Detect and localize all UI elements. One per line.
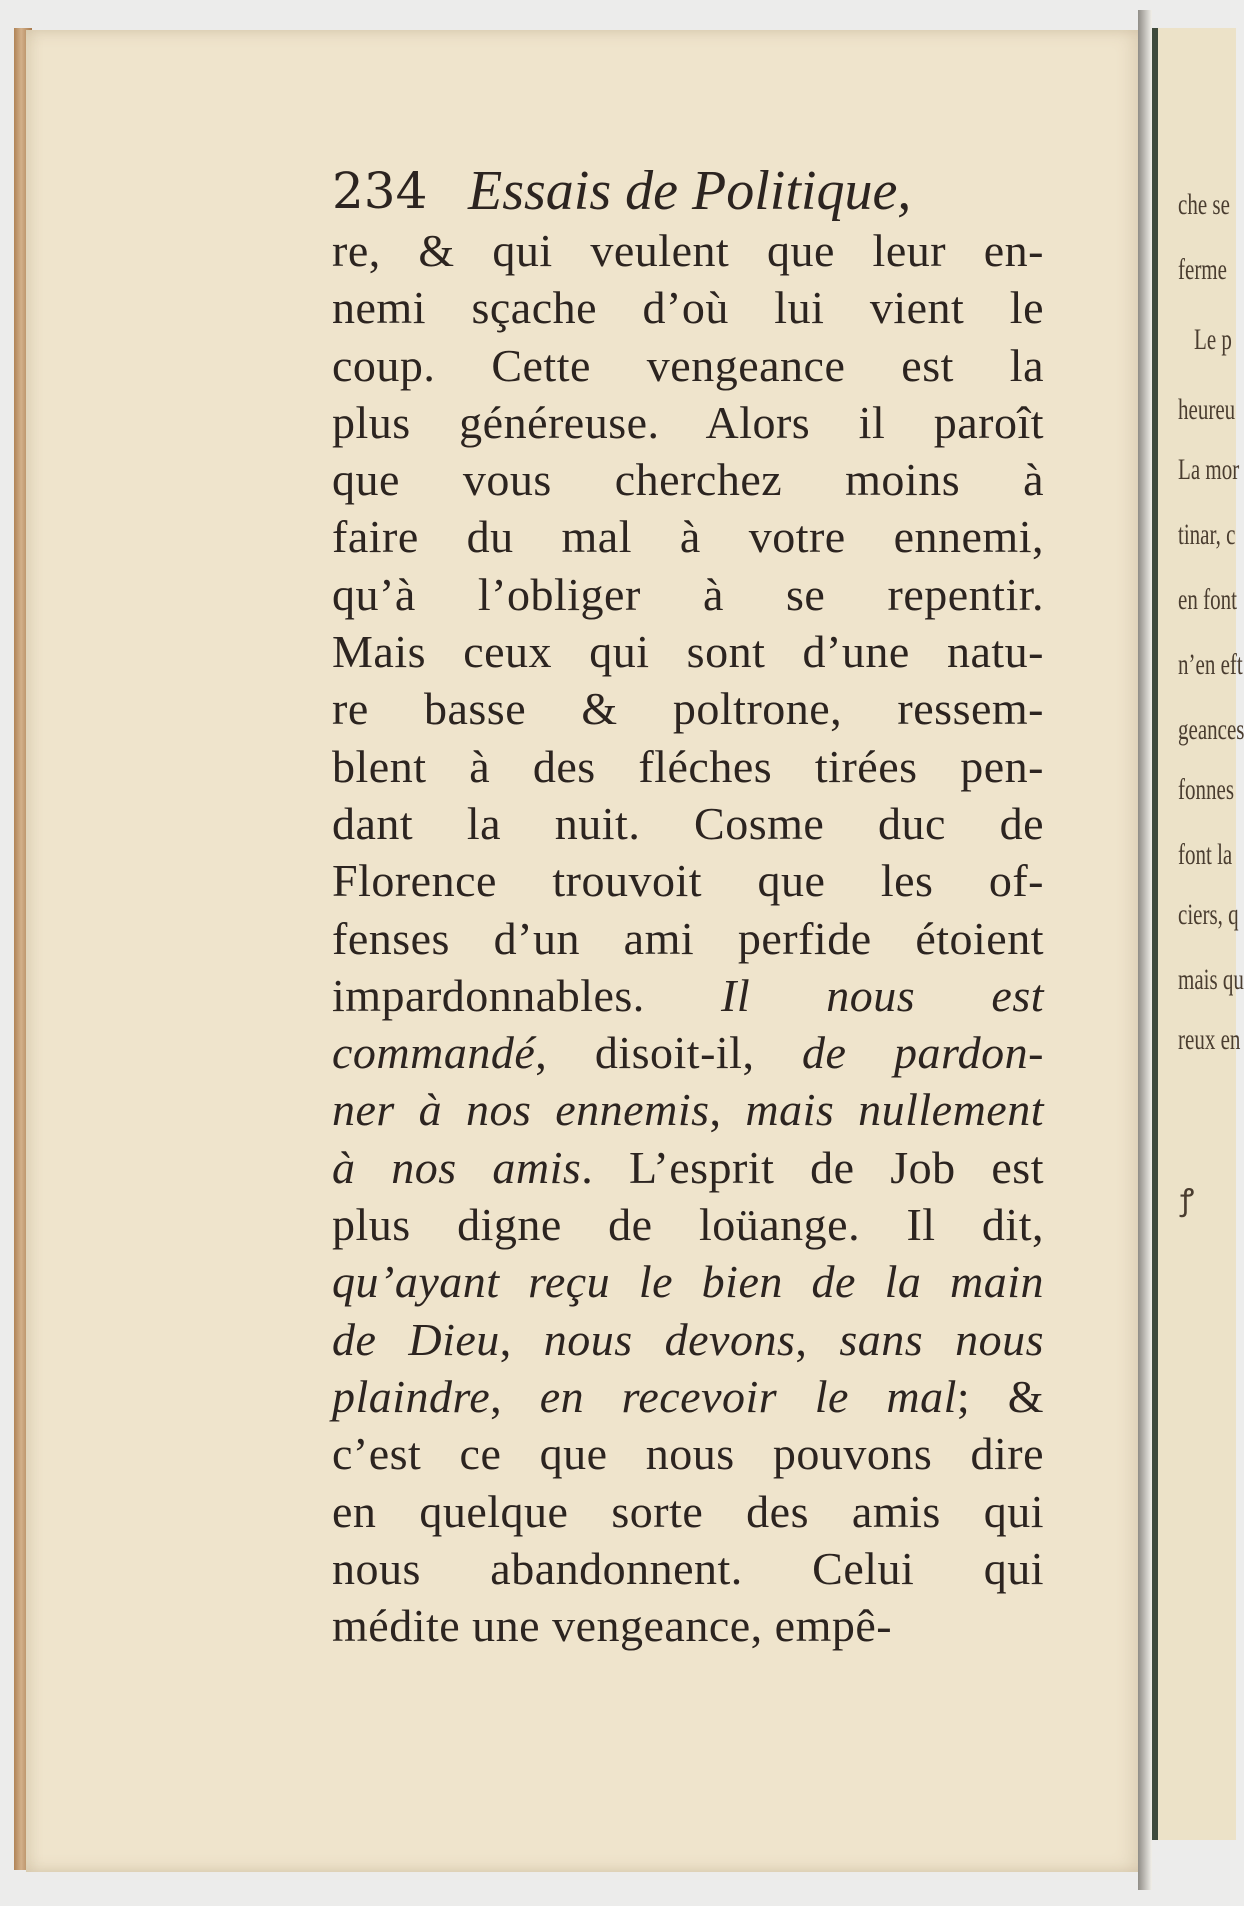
- italic-text: ner à nos ennemis: [332, 1084, 710, 1136]
- text-line: [332, 1425, 1044, 1482]
- facing-page-fragment: fonnes: [1178, 773, 1234, 806]
- roman-text: re, & qui veulent que leur en-: [332, 225, 1044, 276]
- roman-text: faire du mal à votre ennemi,: [332, 511, 1044, 563]
- italic-text: mais nullement: [745, 1084, 1045, 1136]
- book-gutter: [1138, 10, 1152, 1890]
- roman-text: ,: [499, 1313, 544, 1365]
- text-line: [332, 1024, 1044, 1081]
- text-line: [332, 1368, 1044, 1425]
- facing-page-fragment: n’en eft: [1178, 648, 1243, 681]
- roman-text: blent à des fléches tirées pen-: [332, 740, 1044, 792]
- roman-text: c’est ce que nous pouvons dire: [332, 1428, 1044, 1480]
- italic-text: à nos amis: [332, 1141, 582, 1193]
- roman-text: ,: [795, 1313, 840, 1365]
- text-line: [332, 680, 1044, 737]
- roman-text: ; &: [956, 1370, 1045, 1422]
- facing-page-fragment: Le p: [1194, 323, 1232, 356]
- facing-page-fragment: geances: [1178, 713, 1244, 746]
- facing-page-fragment: mais qu: [1178, 963, 1244, 996]
- text-line: [332, 222, 1044, 279]
- roman-text: qu’à l’obliger à se repentir.: [332, 568, 1044, 620]
- text-line: [332, 795, 1044, 852]
- text-line: [332, 279, 1044, 336]
- text-line: [332, 451, 1044, 508]
- italic-text: nous devons: [543, 1313, 796, 1365]
- italic-text: de Dieu: [332, 1313, 500, 1365]
- roman-text: . L’esprit de Job est: [581, 1141, 1044, 1193]
- text-line: [332, 337, 1044, 394]
- italic-text: sans nous: [839, 1313, 1045, 1365]
- running-title: Essais de Politique,: [468, 160, 912, 222]
- roman-text: re basse & poltrone, ressem-: [332, 683, 1044, 735]
- facing-page-fragment: heureu: [1178, 393, 1236, 426]
- text-line: [332, 1253, 1044, 1310]
- running-header: [332, 160, 1044, 222]
- text-line: [332, 1597, 1044, 1654]
- page-text-block: [332, 160, 1044, 1654]
- roman-text: impardonnables.: [332, 969, 722, 1021]
- roman-text: que vous cherchez moins à: [332, 454, 1044, 506]
- text-line: [332, 1196, 1044, 1253]
- facing-page-fragment: tinar, c: [1178, 518, 1236, 551]
- italic-text: de pardon-: [802, 1027, 1044, 1079]
- italic-text: Il nous est: [721, 969, 1044, 1021]
- italic-text: qu’ayant reçu le bien de la main: [332, 1256, 1044, 1308]
- roman-text: nemi sçache d’où lui vient le: [332, 282, 1044, 334]
- roman-text: Florence trouvoit que les of-: [332, 855, 1044, 907]
- roman-text: en quelque sorte des amis qui: [332, 1485, 1044, 1537]
- page-number: 234: [332, 162, 428, 220]
- facing-page-fragment: che se: [1178, 188, 1230, 221]
- roman-text: Mais ceux qui sont d’une natu-: [332, 626, 1044, 678]
- roman-text: plus digne de loüange. Il dit,: [332, 1199, 1044, 1251]
- text-line: [332, 1483, 1044, 1540]
- roman-text: nous abandonnent. Celui qui: [332, 1542, 1044, 1594]
- roman-text: ,: [490, 1370, 540, 1422]
- roman-text: plus généreuse. Alors il paroît: [332, 396, 1044, 448]
- facing-page: [1152, 28, 1244, 1840]
- roman-text: dant la nuit. Cosme duc de: [332, 797, 1044, 849]
- text-line: [332, 1540, 1044, 1597]
- facing-page-fragment: reux en: [1178, 1023, 1241, 1056]
- text-line: [332, 394, 1044, 451]
- italic-text: en recevoir le mal: [539, 1370, 957, 1422]
- roman-text: fenses d’un ami perfide étoient: [332, 912, 1044, 964]
- roman-text: coup. Cette vengeance est la: [332, 339, 1044, 391]
- body-text: [332, 222, 1044, 1654]
- roman-text: ,: [709, 1084, 746, 1136]
- facing-page-fragment: en font: [1178, 583, 1237, 616]
- text-line: [332, 623, 1044, 680]
- italic-text: commandé: [332, 1027, 536, 1079]
- text-line: [332, 1311, 1044, 1368]
- text-line: [332, 1081, 1044, 1138]
- facing-page-fragment: ferme: [1178, 253, 1227, 286]
- text-line: [332, 1139, 1044, 1196]
- facing-page-fragment: La mor: [1178, 453, 1240, 486]
- ornament-glyph: ꝭ: [1180, 1183, 1195, 1218]
- italic-text: plaindre: [332, 1370, 491, 1422]
- facing-page-fragment: ciers, q: [1178, 898, 1239, 931]
- text-line: [332, 852, 1044, 909]
- text-line: [332, 738, 1044, 795]
- facing-page-fragment: font la: [1178, 838, 1233, 871]
- text-line: [332, 566, 1044, 623]
- roman-text: , disoit-il,: [535, 1027, 803, 1079]
- text-line: [332, 910, 1044, 967]
- text-line: [332, 967, 1044, 1024]
- roman-text: médite une vengeance, empê-: [332, 1600, 893, 1652]
- text-line: [332, 508, 1044, 565]
